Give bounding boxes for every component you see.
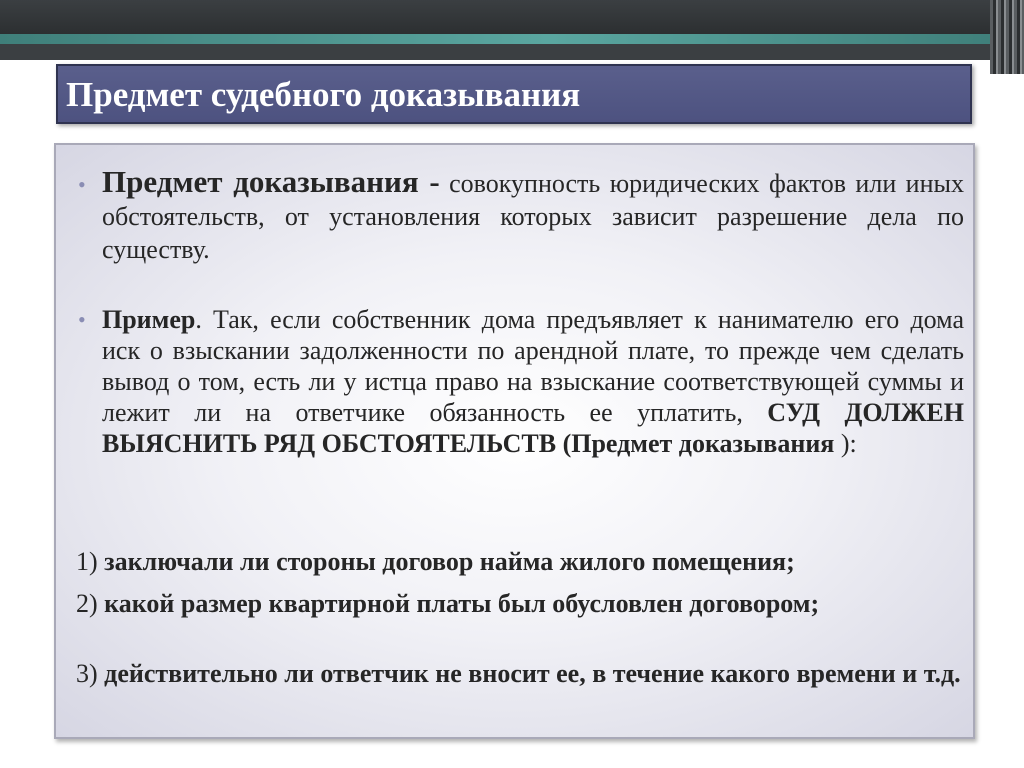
list-item-text: какой размер квартирной платы был обусловлен договором; [97, 589, 820, 618]
example-label: Пример [102, 305, 196, 334]
example-paragraph [102, 304, 964, 459]
slide-title: Предмет судебного доказывания [66, 75, 581, 114]
list-item [76, 657, 990, 691]
definition-paragraph [102, 165, 964, 266]
bullet-dot: • [78, 307, 86, 332]
example-end: ): [840, 429, 857, 458]
example-emphasis: СУД ДОЛЖЕН ВЫЯСНИТЬ РЯД ОБСТОЯТЕЛЬСТВ [102, 398, 964, 458]
bullet-dot: • [78, 172, 86, 197]
list-item [76, 587, 990, 621]
list-item-number: 2) [76, 589, 98, 618]
example-paren: (Предмет доказывания [556, 429, 841, 458]
top-decorative-bar [0, 0, 1024, 34]
corner-stripes [990, 0, 1024, 74]
definition-text: совокупность юридических фактов или иных обстоятельств, от установления которых зависит разрешение дела по существу. [102, 169, 964, 264]
definition-term: Предмет доказывания - [102, 164, 440, 199]
list-item-number: 1) [76, 547, 98, 576]
title-banner [56, 64, 972, 124]
example-text: . Так, если собственник дома предъявляет к нанимателю его дома иск о взыскании задолженности по арендной плате, то прежде чем сделать вывод о том, есть ли у истца право на взыскание соответствующей суммы и лежит ли на ответчике обязанность ее уплатить, [102, 305, 964, 427]
list-item-number: 3) [76, 659, 98, 688]
dark-accent-strip [0, 44, 1000, 60]
content-panel [54, 143, 975, 739]
list-item-text: действительно ли ответчик не вносит ее, в течение какого времени и т.д. [97, 659, 961, 688]
list-item-text: заключали ли стороны договор найма жилого помещения; [97, 547, 795, 576]
teal-accent-strip [0, 34, 1000, 44]
list-item [76, 545, 964, 579]
